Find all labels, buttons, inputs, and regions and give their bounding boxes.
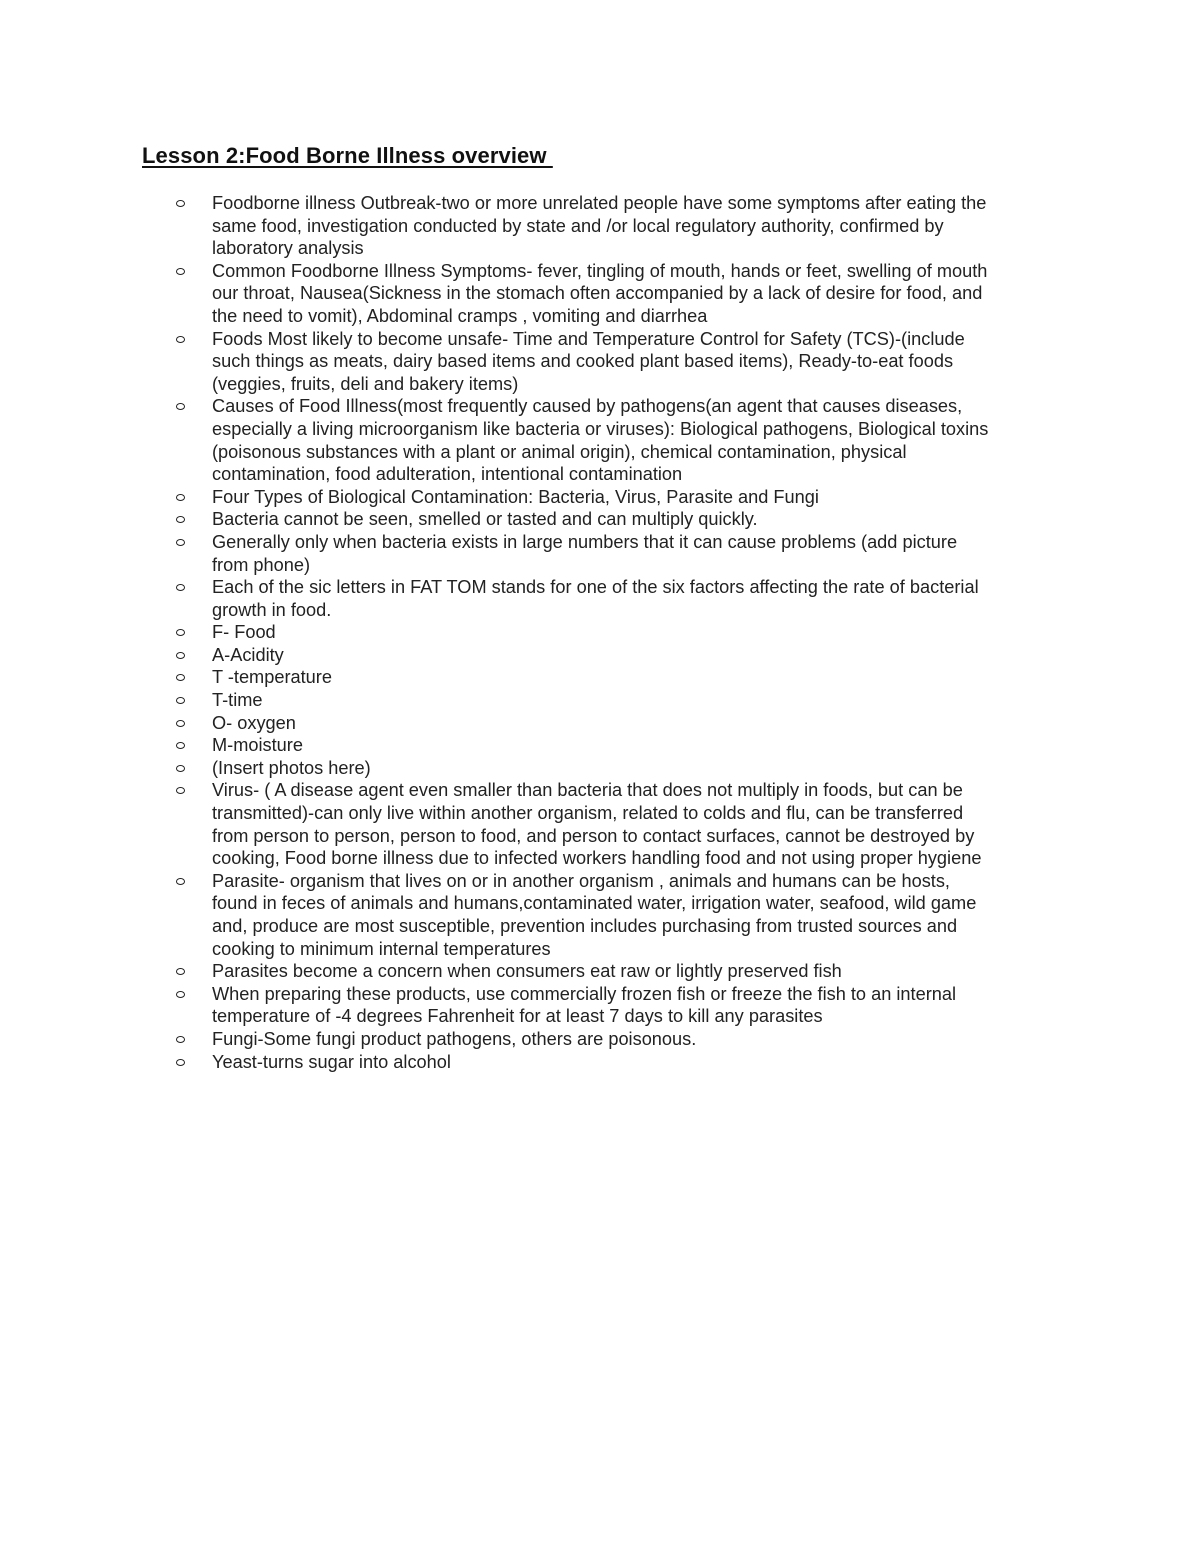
hollow-circle-bullet-icon [176,652,185,659]
list-item-text: M-moisture [212,735,303,756]
hollow-circle-bullet-icon [176,268,185,275]
hollow-circle-bullet-icon [176,742,185,749]
list-item [176,666,1056,689]
hollow-circle-bullet-icon [176,765,185,772]
list-item-text: Bacteria cannot be seen, smelled or tasted and can multiply quickly. [212,509,758,530]
list-item-text: Fungi-Some fungi product pathogens, others are poisonous. [212,1028,697,1049]
list-item-text: Parasite- organism that lives on or in another organism , animals and humans can be hosts, found in feces of animals and humans,contaminated water, irrigation water, seafood, wild game and, produce are most susceptible, prevention includes purchasing from trusted sources and cooking to minimum internal temperatures [212,870,977,959]
list-item [176,1028,1056,1051]
list-item [176,689,1056,712]
list-item [176,531,1056,576]
list-item-text: T -temperature [212,667,332,688]
hollow-circle-bullet-icon [176,991,185,998]
notes-list [176,192,1056,1073]
hollow-circle-bullet-icon [176,720,185,727]
list-item [176,192,1056,260]
list-item-text: O- oxygen [212,712,296,733]
list-item [176,757,1056,780]
list-item [176,983,1056,1028]
hollow-circle-bullet-icon [176,697,185,704]
list-item-text: Foodborne illness Outbreak-two or more unrelated people have some symptoms after eating the same food, investigation conducted by state and /or local regulatory authority, confirmed by laboratory analysis [212,193,987,259]
hollow-circle-bullet-icon [176,516,185,523]
list-item-text: T-time [212,690,263,711]
list-item-text: Yeast-turns sugar into alcohol [212,1051,451,1072]
list-item [176,734,1056,757]
list-item-text: Causes of Food Illness(most frequently caused by pathogens(an agent that causes diseases, especially a living microorganism like bacteria or viruses): Biological pathogens, Biological toxins (poisonous substances with a plant or animal origin), chemical contamination, physical contamination, food adulteration, intentional contamination [212,396,989,485]
hollow-circle-bullet-icon [176,539,185,546]
list-item-text: (Insert photos here) [212,757,371,778]
list-item [176,712,1056,735]
list-item [176,960,1056,983]
hollow-circle-bullet-icon [176,336,185,343]
list-item-text: F- Food [212,622,276,643]
list-item [176,779,1056,869]
hollow-circle-bullet-icon [176,494,185,501]
list-item-text: Parasites become a concern when consumers eat raw or lightly preserved fish [212,961,842,982]
list-item [176,328,1056,396]
hollow-circle-bullet-icon [176,629,185,636]
list-item-text: Foods Most likely to become unsafe- Time and Temperature Control for Safety (TCS)-(include such things as meats, dairy based items and cooked plant based items), Ready-to-eat foods (veggies, fruits, deli and bakery items) [212,328,965,394]
list-item [176,486,1056,509]
hollow-circle-bullet-icon [176,403,185,410]
list-item-text: Common Foodborne Illness Symptoms- fever, tingling of mouth, hands or feet, swelling of mouth our throat, Nausea(Sickness in the stomach often accompanied by a lack of desire for food, and the need to vomit), Abdominal cramps , vomiting and diarrhea [212,260,988,326]
hollow-circle-bullet-icon [176,1036,185,1043]
hollow-circle-bullet-icon [176,968,185,975]
list-item-text: When preparing these products, use commercially frozen fish or freeze the fish to an internal temperature of -4 degrees Fahrenheit for at least 7 days to kill any parasites [212,983,957,1027]
list-item-text: Each of the sic letters in FAT TOM stands for one of the six factors affecting the rate of bacterial growth in food. [212,577,979,620]
hollow-circle-bullet-icon [176,674,185,681]
list-item [176,870,1056,960]
list-item [176,395,1056,485]
hollow-circle-bullet-icon [176,584,185,591]
list-item [176,621,1056,644]
page-title: Lesson 2:Food Borne Illness overview [142,143,553,168]
list-item [176,1051,1056,1074]
list-item-text: Virus- ( A disease agent even smaller than bacteria that does not multiply in foods, but can be transmitted)-can only live within another organism, related to colds and flu, can be transferred from person to person, person to food, and person to contact surfaces, cannot be destroyed by cooking, Food borne illness due to infected workers handling food and not using proper hygiene [212,780,982,869]
list-item-text: Four Types of Biological Contamination: Bacteria, Virus, Parasite and Fungi [212,486,819,507]
list-item [176,644,1056,667]
hollow-circle-bullet-icon [176,200,185,207]
hollow-circle-bullet-icon [176,1059,185,1066]
hollow-circle-bullet-icon [176,787,185,794]
hollow-circle-bullet-icon [176,878,185,885]
list-item [176,576,1056,621]
list-item-text: Generally only when bacteria exists in large numbers that it can cause problems (add picture from phone) [212,531,958,575]
list-item [176,508,1056,531]
list-item [176,260,1056,328]
list-item-text: A-Acidity [212,644,284,665]
